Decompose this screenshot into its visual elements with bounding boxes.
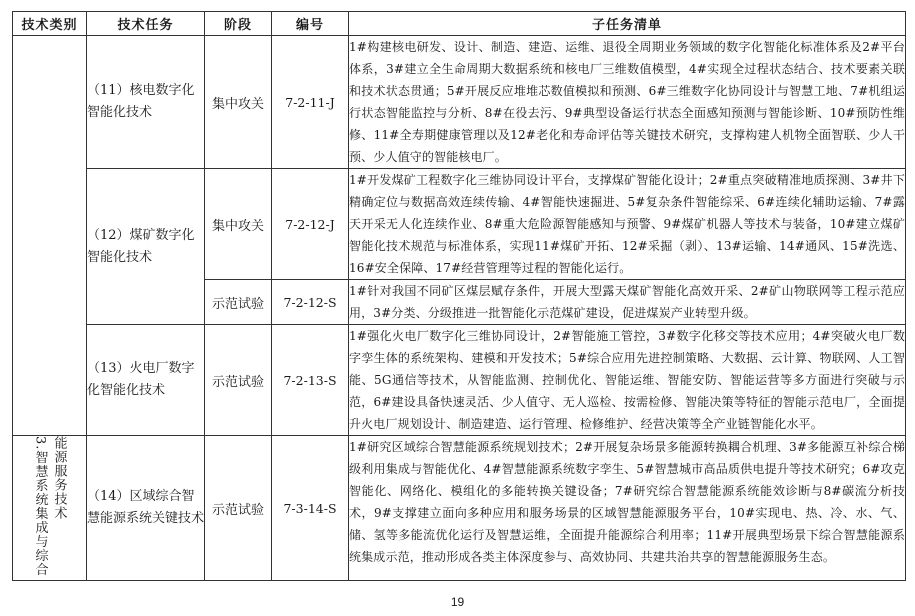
stage-cell: 示范试验 <box>205 436 272 581</box>
table-row <box>13 436 906 581</box>
stage-cell: 示范试验 <box>205 280 272 325</box>
code-cell: 7-3-14-S <box>272 436 349 581</box>
table-header-row <box>13 12 906 36</box>
code-cell: 7-2-11-J <box>272 36 349 169</box>
task-cell: （11）核电数字化智能化技术 <box>87 36 205 169</box>
code-cell: 7-2-12-J <box>272 169 349 280</box>
task-cell: （14）区域综合智慧能源系统关键技术 <box>87 436 205 581</box>
subtask-list-cell: 1#构建核电研发、设计、制造、建造、运维、退役全周期业务领域的数字化智能化标准体系及2#平台体系，3#建立全生命周期大数据系统和核电厂三维数值模型，4#实现全过程状态结合、技术要素关联和技术状态贯通；5#开展反应堆堆芯数值模拟和预测、6#三维数字化协同设计与智慧工地、7#机组运行状态智能监控与分析、8#在役去污、9#典型设备运行状态全面感知预测与智能诊断、10#预防性维修、11#全寿期健康管理以及12#老化和寿命评估等关键技术研究，支撑构建人机物全面智联、少人干预、少人值守的智能核电厂。 <box>349 36 906 169</box>
header-subtask-list: 子任务清单 <box>349 12 906 36</box>
category-number: 3. <box>32 436 48 451</box>
stage-cell: 示范试验 <box>205 325 272 436</box>
header-code: 编号 <box>272 12 349 36</box>
category-cell <box>13 436 87 581</box>
category-line-1 <box>33 436 48 576</box>
stage-cell: 集中攻关 <box>205 36 272 169</box>
subtask-list-cell: 1#针对我国不同矿区煤层赋存条件，开展大型露天煤矿智能化高效开采、2#矿山物联网等工程示范应用，3#分类、分级推进一批智能化示范煤矿建设，促进煤炭产业转型升级。 <box>349 280 906 325</box>
category-line-2: 能源服务技术 <box>51 436 67 520</box>
header-task: 技术任务 <box>87 12 205 36</box>
header-stage: 阶段 <box>205 12 272 36</box>
page-number: 19 <box>450 595 465 609</box>
header-category: 技术类别 <box>13 12 87 36</box>
table-row <box>13 325 906 436</box>
code-cell: 7-2-13-S <box>272 325 349 436</box>
subtask-list-cell: 1#开发煤矿工程数字化三维协同设计平台，支撑煤矿智能化设计；2#重点突破精准地质探测、3#井下精确定位与数据高效连续传输、4#智能快速掘进、5#复杂条件智能综采、6#连续化辅助运输、7#露天开采无人化连续作业、8#重大危险源智能感知与预警、9#煤矿机器人等技术与装备，10#建立煤矿智能化技术规范与标准体系，实现11#煤矿开拓、12#采掘（剥）、13#运输、14#通风、15#洗选、16#安全保障、17#经营管理等过程的智能化运行。 <box>349 169 906 280</box>
subtask-list-cell: 1#研究区域综合智慧能源系统规划技术；2#开展复杂场景多能源转换耦合机理、3#多能源互补综合梯级利用集成与智能优化、4#智慧能源系统数字孪生、5#智慧城市高品质供电提升等技术研究；6#攻克智能化、网络化、模组化的多能转换关键设备；7#研究综合智慧能源系统能效诊断与8#碳流分析技术，9#支撑建立面向多种应用和服务场景的区域智慧能源服务平台，10#实现电、热、冷、水、气、储、氢等多能流优化运行及智慧运维，全面提升能源综合利用率；11#开展典型场景下综合智慧能源系统集成示范，推动形成各类主体深度参与、高效协同、共建共治共享的智慧能源服务生态。 <box>349 436 906 581</box>
subtask-list-cell: 1#强化火电厂数字化三维协同设计，2#智能施工管控，3#数字化移交等技术应用；4#突破火电厂数字孪生体的系统架构、建模和开发技术；5#综合应用先进控制策略、大数据、云计算、物联网、人工智能、5G通信等技术，从智能监测、控制优化、智能运维、智能安防、智能运营等多方面进行突破与示范，6#建设具备快速灵活、少人值守、无人巡检、按需检修、智能决策等特征的智能示范电厂，全面提升火电厂规划设计、制造建造、运行管理、检修维护、经营决策等全产业链智能化水平。 <box>349 325 906 436</box>
category-cell-empty <box>13 36 87 436</box>
code-cell: 7-2-12-S <box>272 280 349 325</box>
category-label <box>33 436 67 576</box>
task-cell: （12）煤矿数字化智能化技术 <box>87 169 205 325</box>
table-row <box>13 36 906 169</box>
task-cell: （13）火电厂数字化智能化技术 <box>87 325 205 436</box>
technology-task-table <box>12 11 906 581</box>
category-line-1-text: 智慧系统集成与综合 <box>32 450 48 577</box>
stage-cell: 集中攻关 <box>205 169 272 280</box>
table-row <box>13 169 906 280</box>
